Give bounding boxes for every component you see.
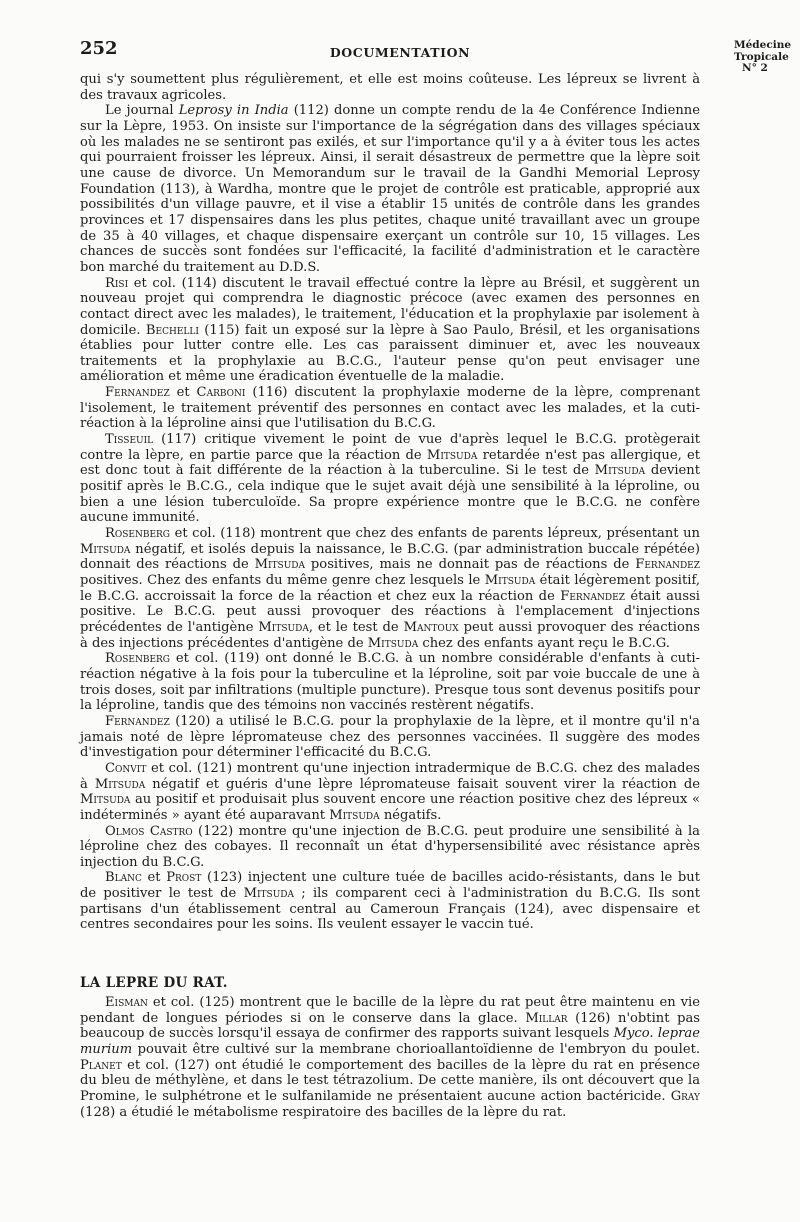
text-run: Mitsuda [94, 776, 146, 792]
text-run: Mitsuda [367, 635, 419, 651]
text-run: Mitsuda [329, 807, 380, 823]
author-name: Fernandez [105, 385, 170, 401]
text-run: et col. (127) ont étudié le comportement des bacilles de la lèpre du rat en présence du bleu de méthylène, et dans le test tétrazolium. De cette manière, ils ont découvert que la Promine, le sulphétrone et le sulfanilamide ne présentaient aucune action bactéricide. [80, 1057, 700, 1104]
author-name: Prost [166, 870, 202, 886]
journal-line-2: Tropicale [734, 50, 789, 63]
text-run: positives. Chez des enfants du même genre chez lesquels le [80, 573, 485, 588]
author-name: Planet [80, 1057, 122, 1073]
journal-issue: N° 2 [742, 62, 768, 74]
text-run: Mitsuda [426, 447, 478, 463]
running-title: DOCUMENTATION [329, 45, 471, 60]
section-heading: LA LEPRE DU RAT. [80, 975, 228, 991]
author-name: Carboni [196, 385, 246, 401]
author-name: Millar [525, 1010, 568, 1026]
paragraph-leprosy-india [80, 103, 700, 275]
text-run: Mitsuda [484, 573, 536, 588]
text-run: négatif, et isolés depuis la naissance, le B.C.G. (par administration buccale répétée) donnait des réactions de [80, 541, 700, 573]
text-run: Myco. leprae murium [80, 1026, 700, 1057]
text-run: devient positif après le B.C.G., cela indique que le sujet avait déjà une sensibilité à la léproline, ou bien a une lésion tuberculoïde. Sa propre expérience montre que le B.C.G. ne confère aucune immunité. [80, 463, 700, 526]
text-run: et col. (114) discutent le travail effectué contre la lèpre au Brésil, et suggèrent un nouveau projet qui comprendra le diagnostic précoce (avec examen des personnes en contact direct avec les malades), le traitement, l'éducation et la prophylaxie par isolement à domicile. [80, 275, 700, 338]
text-run: (123) injectent une culture tuée de bacilles acido-résistants, dans le but de positiver le test de [80, 870, 700, 902]
text-run: (120) a utilisé le B.C.G. pour la prophylaxie de la lèpre, et il montre qu'il n'a jamais noté de lèpre lépromateuse chez des personnes vaccinées. Il suggère des modes d'investigation pour déterminer l'efficacité du B.C.G. [80, 713, 700, 761]
paragraph-fernandez-120 [80, 714, 700, 761]
author-name: Eisman [105, 995, 148, 1010]
text-run: retardée n'est pas allergique, et est donc tout à fait différente de la réaction à la tuberculine. Si le test de [80, 447, 700, 479]
author-name: Convit [105, 760, 147, 776]
text-run: Le journal [105, 103, 179, 119]
author-name: Rosenberg [105, 526, 170, 542]
text-run: et [141, 870, 167, 886]
paragraph-rosenberg-118 [80, 526, 700, 651]
text-run: (116) discutent la prophylaxie moderne de la lèpre, comprenant l'isolement, le traitement préventif des personnes en contact avec les malades, et la cuti-réaction à la léproline ainsi que l'utilisation du B.C.G. [80, 385, 700, 432]
text-run: Mantoux [403, 619, 459, 635]
author-name: Tisseuil [105, 432, 154, 448]
paragraph-risi [80, 276, 700, 386]
text-run: chez des enfants ayant reçu le B.C.G. [418, 635, 670, 651]
paragraph-rosenberg-119 [80, 651, 700, 714]
text-run: positives, mais ne donnait pas de réactions de [305, 557, 636, 573]
text-run: (112) donne un compte rendu de la 4e Conférence Indienne sur la Lèpre, 1953. On insiste sur l'importance de la ségrégation dans des villages spéciaux où les malades ne se sentiront pas exilés, et sur l'importance qu'il y a à éviter tous les actes qui pourraient froisser les lépreux. Ainsi, il serait désastreux de permettre que la lèpre soit une cause de divorce. Un Memorandum sur le travail de la Gandhi Memorial Leprosy Foundation (113), à Wardha, montre que le projet de contrôle est praticable, approprié aux possibilités d'un village pauvre, et il vise a établir 15 unités de contrôle dans les grandes provinces et 17 dispensaires dans les plus petites, chaque unité travaillant avec un groupe de 35 à 40 villages, et chaque dispensaire exerçant un contrôle sur 10, 15 villages. Les chances de succès sont fondées sur l'efficacité, la facilité d'administration et le caractère bon marché du traitement au D.D.S. [80, 103, 700, 275]
text-run: (115) fait un exposé sur la lèpre à Sao Paulo, Brésil, et les organisations établies pour lutter contre elle. Les cas paraissent diminuer et, avec les nouveaux traitements et la prophylaxie au B.C.G., l'auteur pense qu'on peut envisager une amélioration et même une éradication éventuelle de la maladie. [80, 322, 700, 385]
paragraph-blanc-prost [80, 870, 700, 933]
paragraph-eisman [80, 995, 700, 1120]
text-run: Mitsuda [243, 886, 295, 902]
text-run: Mitsuda [258, 619, 309, 635]
journal-label [734, 40, 796, 75]
text-run: et col. (125) montrent que le bacille de la lèpre du rat peut être maintenu en vie pendant de longues périodes si on le conserve dans la glace. [80, 995, 700, 1026]
text-run: , et le test de [308, 619, 404, 635]
text-run: pouvait être cultivé sur la membrane chorioallantoïdienne de l'embryon du poulet. [132, 1041, 700, 1057]
paragraph-fernandez-carboni [80, 385, 700, 432]
main-text [80, 72, 700, 933]
journal-line-1: Médecine [734, 39, 792, 51]
text-run: était légèrement positif, le B.C.G. accroissait la force de la réaction et chez eux la réaction de [80, 573, 700, 604]
text-run: (117) critique vivement le point de vue d'après lequel le B.C.G. protègerait contre la lèpre, en partie parce que la réaction de [80, 432, 700, 463]
author-name: Rosenberg [105, 651, 170, 667]
text-run: (126) n'obtint pas beaucoup de succès lorsqu'il essaya de confirmer des rapports suivant lesquels [80, 1010, 700, 1042]
text-run: et col. (119) ont donné le B.C.G. à un nombre considérable d'enfants à cuti-réaction négative à la fois pour la tuberculine et la léproline, soit par voie buccale de une à trois doses, soit par infiltrations (multiple puncture). Presque tous sont devenus positifs pour la léproline, tandis que des témoins non vaccinés restèrent négatifs. [80, 651, 700, 714]
paragraph-continuation: qui s'y soumettent plus régulièrement, et elle est moins coûteuse. Les lépreux se livrent à des travaux agricoles. [80, 72, 700, 103]
author-name: Olmos Castro [105, 823, 193, 839]
text-run: Mitsuda [594, 463, 646, 479]
text-run: négatifs. [379, 807, 442, 823]
text-run: peut aussi provoquer des réactions à des injections précédentes d'antigène de [80, 619, 701, 651]
paragraph-tisseuil [80, 432, 700, 526]
text-run: et col. (118) montrent que chez des enfants de parents lépreux, présentant un [170, 526, 700, 542]
author-name: Fernandez [105, 713, 170, 729]
text-run: Mitsuda [254, 557, 306, 573]
text-run: et col. (121) montrent qu'une injection intradermique de B.C.G. chez des malades à [80, 760, 700, 792]
text-run: Mitsuda [80, 792, 131, 808]
text-run: ; ils comparent ceci à l'administration du B.C.G. Ils sont partisans d'un établissement central au Cameroun Français (124), avec dispensaire et centres secondaires pour les soins. Ils veulent essayer le vaccin tué. [80, 886, 701, 933]
text-run: (122) montre qu'une injection de B.C.G. peut produire une sensibilité à la léproline chez des cobayes. Il reconnaît un état d'hypersensibilité avec résistance après injection du B.C.G. [80, 823, 700, 870]
text-run: Mitsuda [80, 541, 131, 557]
text-run: au positif et produisait plus souvent encore une réaction positive chez des lépreux « indéterminés » ayant été auparavant [80, 792, 700, 823]
text-run: Fernandez [560, 588, 625, 604]
text-run: était aussi positive. Le B.C.G. peut aussi provoquer des réactions à l'emplacement d'injections précédentes de l'antigène [80, 588, 700, 635]
author-name: Blanc [105, 870, 142, 886]
page-number: 252 [80, 38, 118, 59]
author-name: Bechelli [145, 322, 199, 338]
paragraph-olmos-castro [80, 824, 700, 871]
text-run: et [169, 385, 197, 401]
section-text [80, 995, 700, 1120]
text-run: Leprosy in India [178, 103, 289, 119]
text-run: Fernandez [635, 557, 700, 573]
text-run: négatif et guéris d'une lèpre lépromateuse faisait souvent virer la réaction de [145, 776, 701, 792]
author-name: Gray [670, 1088, 700, 1104]
author-name: Risi [105, 275, 129, 291]
paragraph-convit [80, 761, 700, 824]
text-run: (128) a étudié le métabolisme respiratoire des bacilles de la lèpre du rat. [80, 1104, 567, 1120]
